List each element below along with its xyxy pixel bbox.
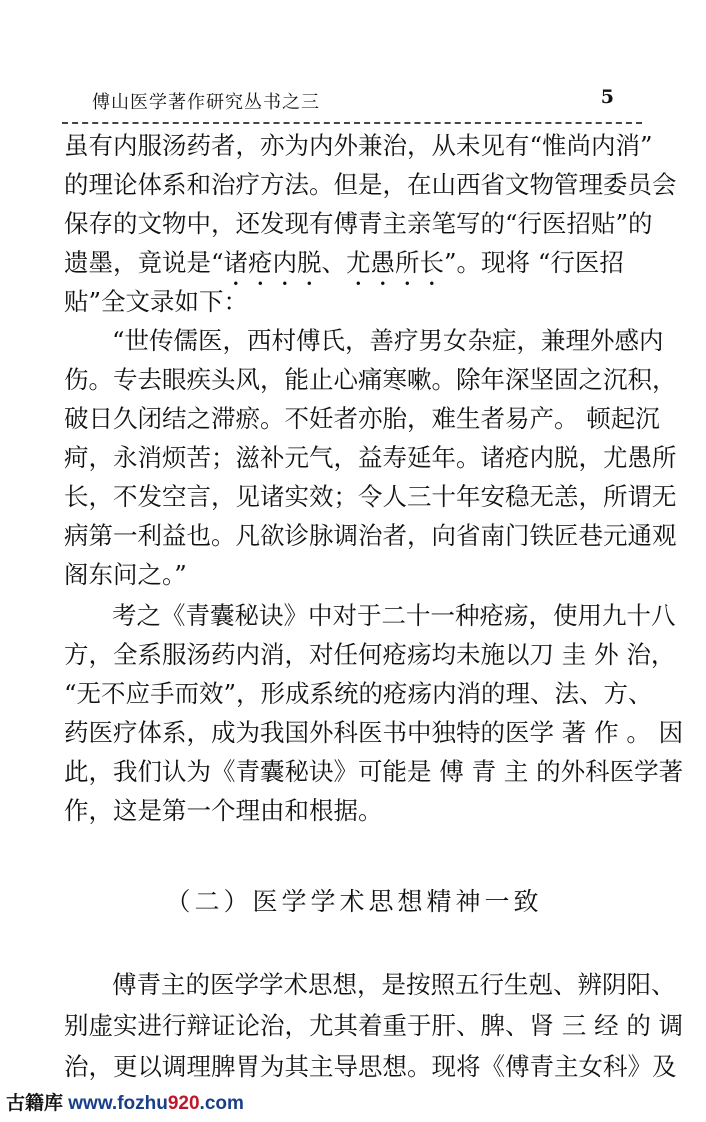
text-line: 疴，永消烦苦；滋补元气，益寿延年。诸疮内脱，尤愚所: [64, 443, 677, 472]
text-line: 破日久闭结之滞瘀。不妊者亦胎，难生者易产。 顿起沉: [64, 404, 660, 433]
text-line: 方，全系服汤药内消，对任何疮疡均未施以刀 圭 外 治，: [64, 640, 676, 669]
text-line: 此，我们认为《青囊秘诀》可能是 傅 青 主 的外科医学著: [64, 757, 684, 786]
text-line: 阁东问之。”: [64, 560, 187, 589]
page-number: 5: [600, 86, 614, 108]
series-title: 傅山医学著作研究丛书之三: [92, 92, 320, 113]
watermark-url-prefix: www.fozhu: [68, 1093, 168, 1114]
watermark-url-number: 920: [167, 1093, 200, 1114]
text-line: 保存的文物中，还发现有傅青主亲笔写的“行医招贴”的: [64, 209, 653, 238]
watermark-footer[interactable]: [6, 1088, 244, 1115]
text-line: 的理论体系和治疗方法。但是，在山西省文物管理委员会: [64, 170, 677, 199]
text-line: 病第一利益也。凡欲诊脉调治者，向省南门铁匠巷元通观: [64, 521, 677, 550]
text-line: 傅青主的医学学术思想，是按照五行生剋、辨阴阳、: [112, 970, 676, 999]
text-segment: ”。现将 “行医招: [444, 248, 624, 277]
watermark-label: 古籍库: [6, 1093, 69, 1114]
header-rule: [62, 122, 642, 124]
watermark-url-suffix: .com: [199, 1093, 244, 1114]
text-line: 治，更以调理脾胃为其主导思想。现将《傅青主女科》及: [64, 1052, 677, 1081]
text-line: 长，不发空言，见诸实效；令人三十年安稳无恙，所谓无: [64, 482, 677, 511]
section-heading: （二）医学学术思想精神一致: [165, 887, 543, 916]
text-line: “世传儒医，西村傅氏，善疗男女杂症，兼理外感内: [112, 326, 664, 355]
running-header: [86, 88, 628, 114]
emphasized-phrase: 诸疮内脱: [223, 248, 322, 277]
text-line: 别虚实进行辩证论治，尤其着重于肝、脾、肾 三 经 的 调: [64, 1011, 684, 1040]
text-line: 虽有内服汤药者，亦为内外兼治，从未见有“惟尚内消”: [64, 131, 653, 160]
text-line: 考之《青囊秘诀》中对于二十一种疮疡，使用九十八: [112, 601, 676, 630]
text-line: “无不应手而效”，形成系统的疮疡内消的理、法、方、: [64, 679, 653, 708]
text-line: 伤。专去眼疾头风，能止心痛寒嗽。除年深坚固之沉积，: [64, 365, 677, 394]
text-line: [64, 245, 624, 281]
text-line: 药医疗体系，成为我国外科医书中独特的医学 著 作 。 因: [64, 718, 684, 747]
text-segment: 遗墨，竟说是“: [64, 248, 224, 277]
text-line: 作，这是第一个理由和根据。: [64, 796, 383, 825]
text-line: 贴”全文录如下：: [64, 287, 249, 316]
emphasized-phrase: 尤愚所长: [346, 248, 445, 277]
text-segment: 、: [321, 248, 347, 277]
